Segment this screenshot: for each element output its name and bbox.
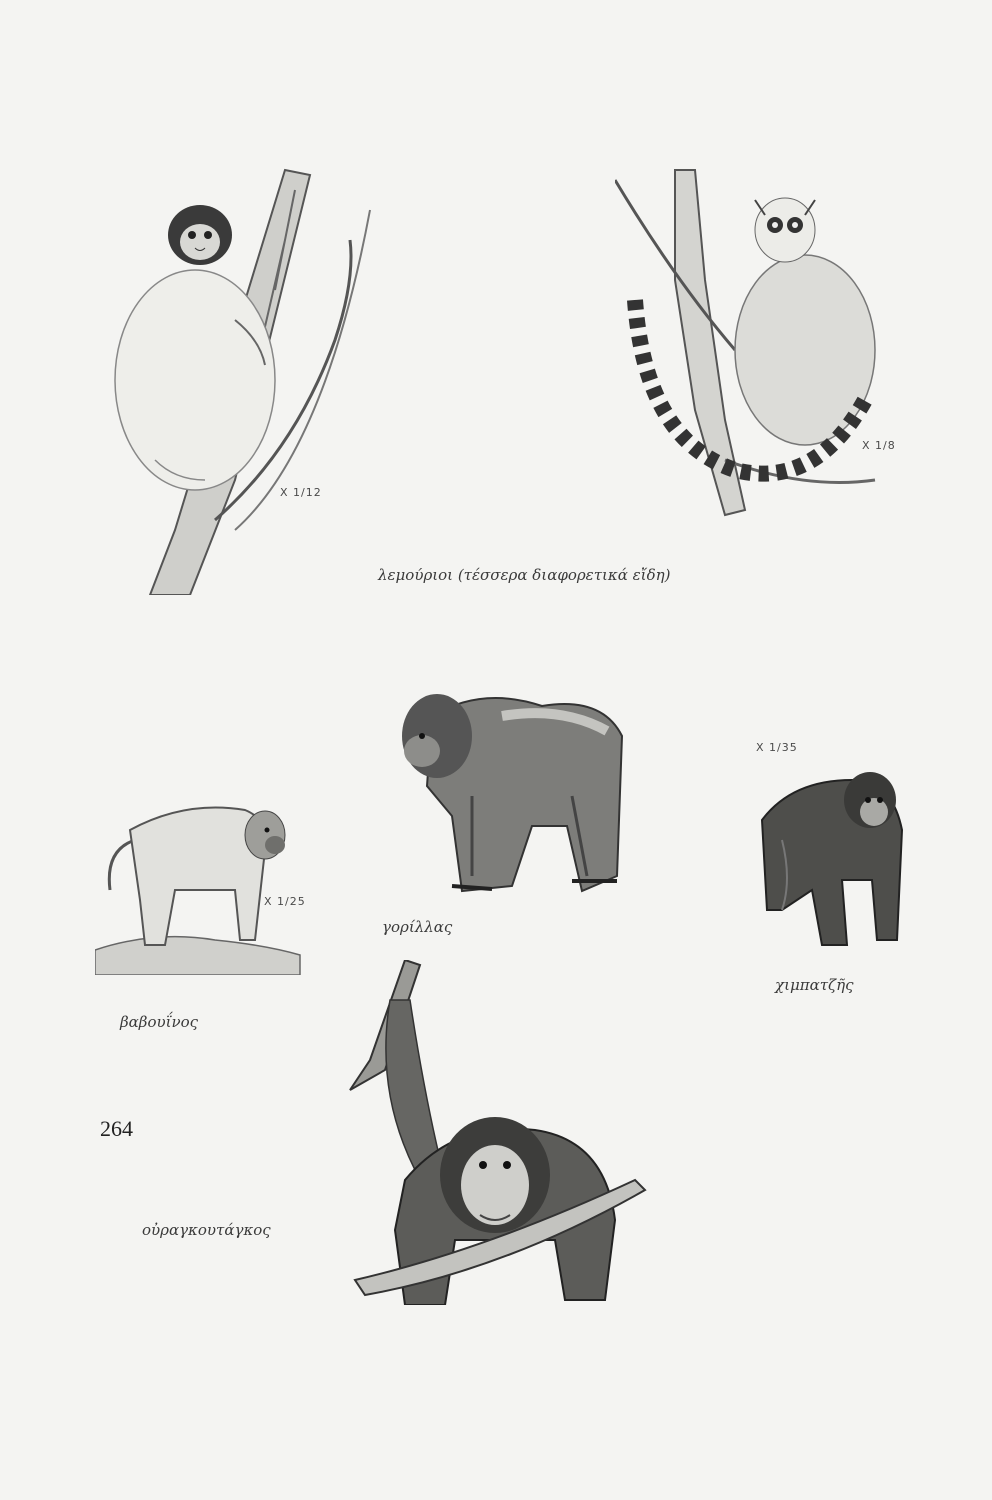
orangutan-caption: οὐραγκουτάγκος bbox=[142, 1221, 271, 1239]
baboon-scale-label: X 1/25 bbox=[264, 895, 306, 908]
chimpanzee-scale-label: X 1/35 bbox=[756, 741, 798, 754]
chimpanzee-drawing-icon bbox=[752, 760, 912, 950]
sifaka-scale-label: X 1/12 bbox=[280, 486, 322, 499]
gorilla-illustration bbox=[392, 676, 632, 901]
gorilla-caption: γορίλλας bbox=[382, 918, 453, 936]
baboon-illustration bbox=[95, 790, 305, 975]
sifaka-lemur-drawing-icon bbox=[95, 150, 395, 595]
orangutan-drawing-icon bbox=[335, 960, 655, 1305]
gorilla-drawing-icon bbox=[392, 676, 632, 901]
chimpanzee-illustration bbox=[752, 760, 912, 950]
baboon-caption: βαβουΐνος bbox=[120, 1013, 199, 1031]
lemurs-caption: λεμούριοι (τέσσερα διαφορετικά εἴδη) bbox=[378, 566, 671, 584]
ring-tailed-lemur-drawing-icon bbox=[615, 160, 880, 520]
page-number: 264 bbox=[100, 1116, 133, 1141]
ring-tailed-lemur-illustration bbox=[615, 160, 880, 520]
baboon-drawing-icon bbox=[95, 790, 305, 975]
ringtail-scale-label: X 1/8 bbox=[862, 439, 896, 452]
chimpanzee-caption: χιμπατζῆς bbox=[775, 976, 854, 994]
sifaka-lemur-illustration bbox=[95, 150, 395, 595]
orangutan-illustration bbox=[335, 960, 655, 1305]
